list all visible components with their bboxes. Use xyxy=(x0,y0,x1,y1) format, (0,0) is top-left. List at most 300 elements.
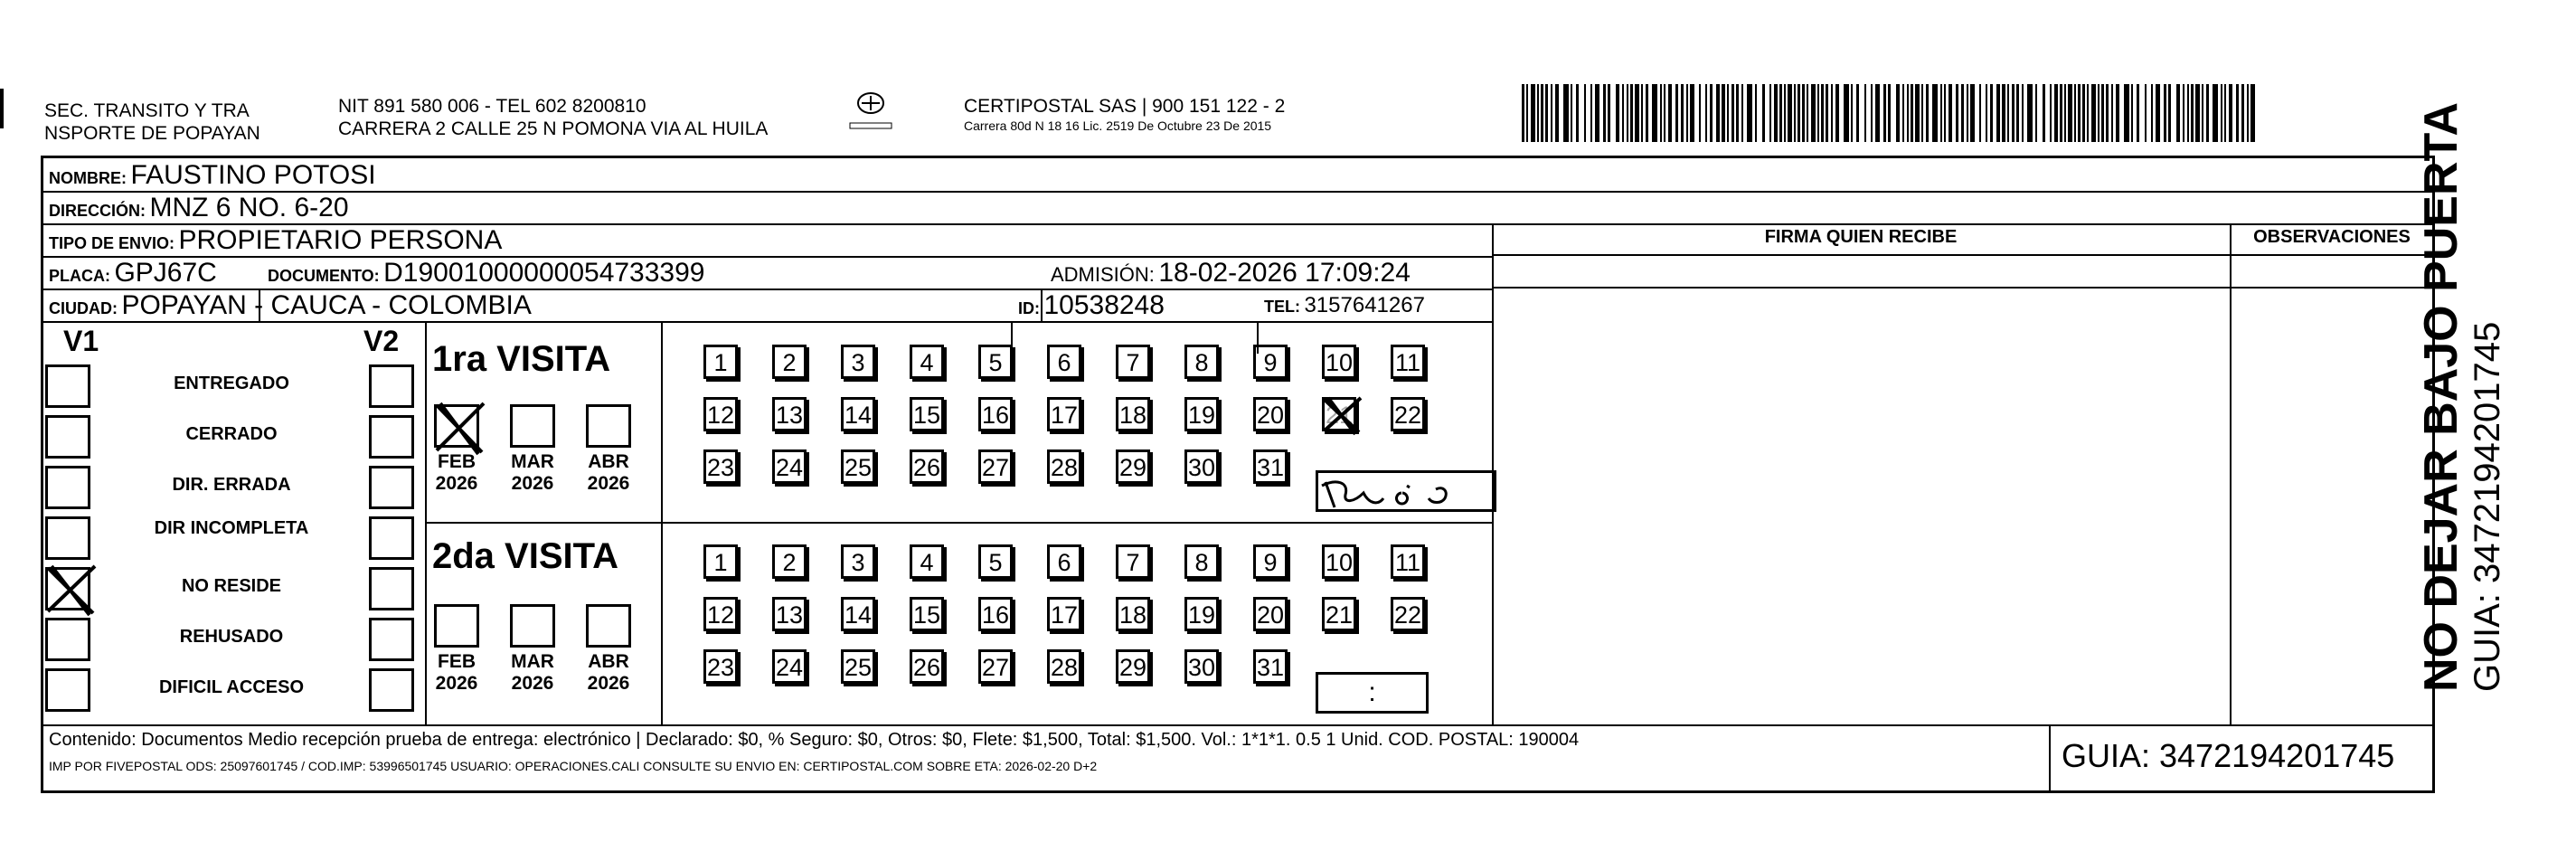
day-box[interactable]: 5 xyxy=(978,544,1013,579)
barcode-bar xyxy=(1722,84,1725,142)
tel-value: 3157641267 xyxy=(1304,293,1425,317)
barcode-bar xyxy=(2168,84,2171,142)
first-visit-time-box[interactable] xyxy=(1316,470,1496,512)
barcode-bar xyxy=(1826,84,1828,142)
barcode-bar xyxy=(1902,84,1904,142)
day-box[interactable]: 29 xyxy=(1116,449,1150,484)
barcode-bar xyxy=(1537,84,1539,142)
v1-checkbox[interactable] xyxy=(45,364,90,408)
barcode-bar xyxy=(1699,84,1701,142)
barcode-bar xyxy=(1563,84,1569,142)
tipo-value: PROPIETARIO PERSONA xyxy=(178,225,503,255)
day-box[interactable]: 22 xyxy=(1391,597,1425,631)
barcode-bar xyxy=(2091,84,2096,142)
barcode-bar xyxy=(1747,84,1752,142)
day-box[interactable]: 29 xyxy=(1116,649,1150,684)
placa-row xyxy=(49,258,217,293)
v2-checkbox[interactable] xyxy=(369,618,414,661)
barcode-bar xyxy=(1731,84,1734,142)
status-label: DIFICIL ACCESO xyxy=(158,677,304,697)
barcode-bar xyxy=(2101,84,2104,142)
day-box[interactable]: 4 xyxy=(910,544,944,579)
month-year: 2026 xyxy=(511,473,554,494)
month-checkbox[interactable] xyxy=(510,604,555,648)
day-box[interactable]: 4 xyxy=(910,345,944,379)
v1-checkbox[interactable] xyxy=(45,516,90,560)
barcode-bar xyxy=(2060,84,2062,142)
barcode-bar xyxy=(1616,84,1619,142)
day-box[interactable]: 1 xyxy=(703,544,738,579)
carrier-sub-line: Carrera 80d N 18 16 Lic. 2519 De Octubre 23 De 2015 xyxy=(964,118,1272,133)
barcode-bar xyxy=(2116,84,2119,142)
v1-checkbox[interactable] xyxy=(45,668,90,712)
day-box[interactable]: 28 xyxy=(1047,449,1081,484)
day-box[interactable]: 18 xyxy=(1116,597,1150,631)
day-number: 21 xyxy=(1325,402,1354,429)
barcode-bar xyxy=(2151,84,2153,142)
certipostal-logo xyxy=(848,87,893,137)
barcode-bar xyxy=(1522,84,1524,142)
x-check-mark-icon xyxy=(42,563,99,617)
month-checkbox[interactable] xyxy=(434,604,479,648)
barcode-bar xyxy=(1635,84,1639,142)
barcode-bar xyxy=(1727,84,1729,142)
address-line: CARRERA 2 CALLE 25 N POMONA VIA AL HUILA xyxy=(338,118,769,139)
ciudad-label: CIUDAD: xyxy=(49,299,118,317)
id-value: 10538248 xyxy=(1043,290,1165,320)
barcode-bar xyxy=(2131,84,2133,142)
row-divider xyxy=(1492,254,2432,256)
month-year: 2026 xyxy=(511,673,554,694)
barcode-bar xyxy=(1831,84,1833,142)
barcode-bar xyxy=(2068,84,2072,142)
ciudad-value: POPAYAN - CAUCA - COLOMBIA xyxy=(121,290,532,320)
form-frame xyxy=(41,156,2435,793)
documento-row xyxy=(268,258,704,293)
barcode-bar xyxy=(2050,84,2052,142)
status-label: NO RESIDE xyxy=(181,576,282,596)
documento-label: DOCUMENTO: xyxy=(268,267,380,285)
day-box[interactable] xyxy=(1322,397,1356,431)
barcode-bar xyxy=(2016,84,2019,142)
barcode-bar xyxy=(1779,84,1782,142)
day-box[interactable]: 1 xyxy=(703,345,738,379)
barcode-bar xyxy=(1811,84,1816,142)
barcode-bar xyxy=(1541,84,1543,142)
barcode-bar xyxy=(1883,84,1886,142)
barcode-bar xyxy=(2111,84,2113,142)
barcode-bar xyxy=(1944,84,1946,142)
barcode-bar xyxy=(1769,84,1771,142)
barcode-bar xyxy=(1736,84,1739,142)
barcode-bar xyxy=(1807,84,1808,142)
barcode-bar xyxy=(2124,84,2129,142)
barcode-bar xyxy=(1940,84,1942,142)
barcode-bar xyxy=(1668,84,1672,142)
barcode-bar xyxy=(1603,84,1606,142)
carrier-line: CERTIPOSTAL SAS | 900 151 122 - 2 xyxy=(964,96,1286,117)
barcode-bar xyxy=(1686,84,1688,142)
side-warning-block xyxy=(2416,102,2508,692)
barcode-bar xyxy=(2022,84,2024,142)
footer-divider xyxy=(43,724,2432,726)
barcode-bar xyxy=(2224,84,2226,142)
placa-label: PLACA: xyxy=(49,267,110,285)
tel-row xyxy=(1264,290,1425,324)
col-divider xyxy=(2049,724,2051,790)
side-guia: GUIA: 3472194201745 xyxy=(2467,321,2507,692)
month-label xyxy=(425,651,488,695)
barcode-bar xyxy=(1864,84,1866,142)
v1-checkbox[interactable] xyxy=(45,415,90,459)
barcode-bar xyxy=(1967,84,1968,142)
day-box[interactable]: 17 xyxy=(1047,397,1081,431)
barcode-bar xyxy=(1921,84,1923,142)
footer-line-1: Contenido: Documentos Medio recepción prueba de entrega: electrónico | Declarado: $0, % Seguro: $0, Otros: $0, Flete: $1,500, Total: $1,500. Vol.: 1*1*1. 0.5 1 Unid. COD. POSTAL: 190004 xyxy=(49,730,1580,750)
tipo-label: TIPO DE ENVIO: xyxy=(49,234,175,252)
barcode-bar xyxy=(2027,84,2033,142)
v2-checkbox[interactable] xyxy=(369,415,414,459)
day-box[interactable]: 30 xyxy=(1184,649,1219,684)
day-box[interactable]: 2 xyxy=(772,544,807,579)
day-box[interactable]: 26 xyxy=(910,449,944,484)
barcode-bar xyxy=(2098,84,2099,142)
v2-checkbox[interactable] xyxy=(369,516,414,560)
barcode-bar xyxy=(1798,84,1800,142)
day-box[interactable]: 12 xyxy=(703,397,738,431)
direccion-label: DIRECCIÓN: xyxy=(49,202,146,220)
barcode-bar xyxy=(2176,84,2180,142)
id-label: ID: xyxy=(1018,299,1040,317)
month-label xyxy=(577,651,640,695)
barcode-bar xyxy=(2007,84,2009,142)
barcode-bar xyxy=(1996,84,2000,142)
barcode-bar xyxy=(2156,84,2160,142)
barcode-bar xyxy=(1961,84,1964,142)
day-box[interactable]: 14 xyxy=(841,397,875,431)
barcode-bar xyxy=(1571,84,1572,142)
barcode-bar xyxy=(1990,84,1993,142)
second-visit-title: 2da VISITA xyxy=(432,536,618,576)
barcode-bar xyxy=(2012,84,2015,142)
barcode-bar xyxy=(1551,84,1552,142)
barcode-bar xyxy=(1741,84,1743,142)
v2-checkbox[interactable] xyxy=(369,668,414,712)
day-box[interactable]: 3 xyxy=(841,544,875,579)
barcode-bar xyxy=(1896,84,1900,142)
day-box[interactable]: 18 xyxy=(1116,397,1150,431)
row-divider xyxy=(43,191,2432,193)
month-name: MAR xyxy=(511,651,554,672)
day-box[interactable]: 23 xyxy=(703,449,738,484)
sender-line-2: NSPORTE DE POPAYAN xyxy=(44,123,260,144)
barcode-bar xyxy=(1835,84,1839,142)
barcode-bar xyxy=(1956,84,1958,142)
barcode-bar xyxy=(1774,84,1778,142)
barcode-bar xyxy=(2206,84,2209,142)
barcode-bar xyxy=(1660,84,1662,142)
barcode-bar xyxy=(2236,84,2239,142)
day-box[interactable]: 16 xyxy=(978,397,1013,431)
barcode-bar xyxy=(1627,84,1628,142)
barcode-bar xyxy=(2064,84,2066,142)
day-box[interactable]: 14 xyxy=(841,597,875,631)
day-box[interactable]: 8 xyxy=(1184,345,1219,379)
barcode-bar xyxy=(1871,84,1873,142)
barcode-bar xyxy=(1875,84,1880,142)
v1-checkbox[interactable] xyxy=(45,466,90,509)
barcode-bar xyxy=(2164,84,2166,142)
barcode-bar xyxy=(1915,84,1920,142)
v1-label: V1 xyxy=(63,325,99,357)
nombre-row xyxy=(49,160,376,195)
handwritten-time-scribble xyxy=(1318,473,1499,513)
barcode-bar xyxy=(1888,84,1891,142)
day-box[interactable]: 24 xyxy=(772,449,807,484)
month-name: ABR xyxy=(588,451,629,472)
barcode-bar xyxy=(1784,84,1786,142)
day-box[interactable]: 13 xyxy=(772,597,807,631)
v2-checkbox[interactable] xyxy=(369,364,414,408)
barcode-bar xyxy=(2082,84,2085,142)
month-label xyxy=(501,651,564,695)
barcode-bar xyxy=(2229,84,2232,142)
barcode-bar xyxy=(2183,84,2184,142)
barcode-bar xyxy=(1576,84,1579,142)
barcode-bar xyxy=(1622,84,1624,142)
row-divider xyxy=(425,522,1492,524)
barcode-bar xyxy=(1710,84,1713,142)
admision-value: 18-02-2026 17:09:24 xyxy=(1158,258,1411,288)
sender-line-1: SEC. TRANSITO Y TRA xyxy=(44,100,250,121)
status-label: DIR. ERRADA xyxy=(172,475,291,495)
v2-checkbox[interactable] xyxy=(369,466,414,509)
barcode-bar xyxy=(2213,84,2218,142)
day-box[interactable]: 11 xyxy=(1391,345,1425,379)
barcode-bar xyxy=(1584,84,1586,142)
footer-guia: GUIA: 3472194201745 xyxy=(2062,737,2395,774)
month-label xyxy=(425,451,488,495)
day-box[interactable]: 30 xyxy=(1184,449,1219,484)
day-box[interactable]: 16 xyxy=(978,597,1013,631)
day-box[interactable]: 13 xyxy=(772,397,807,431)
barcode-bar xyxy=(2145,84,2147,142)
barcode-bar xyxy=(1595,84,1599,142)
side-warning: NO DEJAR BAJO PUERTA xyxy=(2415,101,2467,692)
barcode-bar xyxy=(2221,84,2222,142)
second-visit-time-box[interactable]: : xyxy=(1316,672,1429,714)
day-box[interactable]: 11 xyxy=(1391,544,1425,579)
barcode-bar xyxy=(1555,84,1559,142)
day-box[interactable]: 24 xyxy=(772,649,807,684)
day-box[interactable]: 9 xyxy=(1253,345,1288,379)
day-box[interactable]: 17 xyxy=(1047,597,1081,631)
day-box[interactable]: 26 xyxy=(910,649,944,684)
month-name: FEB xyxy=(438,651,476,672)
barcode-bar xyxy=(1762,84,1765,142)
day-box[interactable]: 31 xyxy=(1253,449,1288,484)
day-box[interactable]: 20 xyxy=(1253,597,1288,631)
col-divider xyxy=(2230,223,2232,724)
day-box[interactable]: 5 xyxy=(978,345,1013,379)
barcode-bar xyxy=(2106,84,2109,142)
day-box[interactable]: 27 xyxy=(978,449,1013,484)
day-box[interactable]: 23 xyxy=(703,649,738,684)
barcode-bar xyxy=(1690,84,1694,142)
status-label: REHUSADO xyxy=(179,627,284,647)
barcode-bar xyxy=(1802,84,1805,142)
barcode-bar xyxy=(1646,84,1648,142)
tipo-row xyxy=(49,225,502,260)
barcode-bar xyxy=(2078,84,2081,142)
month-name: FEB xyxy=(438,451,476,472)
barcode-bar xyxy=(1630,84,1633,142)
day-box[interactable]: 21 xyxy=(1322,597,1356,631)
direccion-value: MNZ 6 NO. 6-20 xyxy=(149,193,349,222)
barcode-bar xyxy=(1652,84,1657,142)
sender-address-block xyxy=(338,95,768,140)
month-year: 2026 xyxy=(587,473,630,494)
status-label: DIR INCOMPLETA xyxy=(154,518,309,538)
day-box[interactable]: 22 xyxy=(1391,397,1425,431)
v1-checkbox[interactable] xyxy=(45,618,90,661)
v2-checkbox[interactable] xyxy=(369,567,414,610)
barcode-bar xyxy=(1794,84,1796,142)
barcode-bar xyxy=(2187,84,2189,142)
barcode-bar xyxy=(1844,84,1849,142)
barcode-bar xyxy=(2195,84,2200,142)
barcode-bar xyxy=(1545,84,1548,142)
barcode-bar xyxy=(1970,84,1975,142)
first-visit-title: 1ra VISITA xyxy=(432,339,611,379)
day-box[interactable]: 10 xyxy=(1322,544,1356,579)
barcode-bar xyxy=(2043,84,2045,142)
day-box[interactable]: 19 xyxy=(1184,597,1219,631)
day-box[interactable]: 15 xyxy=(910,397,944,431)
barcode-bar xyxy=(2202,84,2203,142)
barcode-bar xyxy=(1716,84,1720,142)
cut-mark xyxy=(0,89,4,128)
status-label: ENTREGADO xyxy=(174,374,289,393)
sender-block xyxy=(44,99,260,145)
barcode-bar xyxy=(2035,84,2037,142)
barcode-bar xyxy=(1949,84,1952,142)
day-box[interactable]: 3 xyxy=(841,345,875,379)
month-year: 2026 xyxy=(435,673,478,694)
barcode-bar xyxy=(1907,84,1909,142)
day-box[interactable]: 7 xyxy=(1116,345,1150,379)
month-checkbox[interactable] xyxy=(510,404,555,448)
barcode-bar xyxy=(1986,84,1987,142)
month-checkbox[interactable] xyxy=(434,404,479,448)
barcode-bar xyxy=(2002,84,2005,142)
barcode-bar xyxy=(2087,84,2089,142)
day-box[interactable]: 27 xyxy=(978,649,1013,684)
barcode-bar xyxy=(1926,84,1929,142)
admision-row xyxy=(1051,258,1411,293)
month-year: 2026 xyxy=(435,473,478,494)
barcode-bar xyxy=(1856,84,1859,142)
day-box[interactable]: 25 xyxy=(841,649,875,684)
day-box[interactable]: 19 xyxy=(1184,397,1219,431)
nit-line: NIT 891 580 006 - TEL 602 8200810 xyxy=(338,96,646,117)
tel-label: TEL: xyxy=(1264,298,1300,316)
nombre-label: NOMBRE: xyxy=(49,169,127,187)
barcode-bar xyxy=(1821,84,1824,142)
barcode-bar xyxy=(1608,84,1610,142)
ciudad-row xyxy=(49,290,532,326)
barcode-bar xyxy=(1932,84,1938,142)
day-box[interactable]: 31 xyxy=(1253,649,1288,684)
barcode-bar xyxy=(1817,84,1819,142)
barcode-bar xyxy=(1681,84,1684,142)
direccion-row xyxy=(49,193,349,228)
barcode-bar xyxy=(1979,84,1981,142)
status-label: CERRADO xyxy=(185,424,278,444)
barcode-bar xyxy=(1788,84,1792,142)
day-box[interactable]: 8 xyxy=(1184,544,1219,579)
day-box[interactable]: 28 xyxy=(1047,649,1081,684)
barcode-bar xyxy=(2054,84,2058,142)
carrier-block xyxy=(964,95,1285,134)
footer-line-2: IMP POR FIVEPOSTAL ODS: 25097601745 / COD.IMP: 53996501745 USUARIO: OPERACIONES.CALI CONSULTE SU ENVIO EN: CERTIPOSTAL.COM SOBRE ETA: 2026-02-20 D+2 xyxy=(49,759,1098,773)
documento-value: D19001000000054733399 xyxy=(383,258,705,288)
day-box[interactable]: 12 xyxy=(703,597,738,631)
barcode-bar xyxy=(2191,84,2194,142)
month-checkbox[interactable] xyxy=(586,404,631,448)
barcode-bar xyxy=(1705,84,1707,142)
month-name: ABR xyxy=(588,651,629,672)
barcode-bar xyxy=(1911,84,1913,142)
barcode-bar xyxy=(2074,84,2076,142)
day-box[interactable]: 25 xyxy=(841,449,875,484)
v1-checkbox[interactable] xyxy=(45,567,90,610)
admision-label: ADMISIÓN: xyxy=(1051,263,1155,286)
barcode-bar xyxy=(1641,84,1643,142)
month-label xyxy=(501,451,564,495)
day-box[interactable]: 9 xyxy=(1253,544,1288,579)
barcode-bar xyxy=(2247,84,2249,142)
day-box[interactable]: 2 xyxy=(772,345,807,379)
placa-value: GPJ67C xyxy=(114,258,217,288)
firma-label: FIRMA QUIEN RECIBE xyxy=(1764,227,1958,247)
day-box[interactable]: 10 xyxy=(1322,345,1356,379)
barcode-bar xyxy=(1675,84,1678,142)
v2-label: V2 xyxy=(363,325,400,357)
barcode-bar xyxy=(2241,84,2244,142)
month-label xyxy=(577,451,640,495)
month-year: 2026 xyxy=(587,673,630,694)
barcode-bar xyxy=(1755,84,1757,142)
day-box[interactable]: 7 xyxy=(1116,544,1150,579)
barcode-bar xyxy=(1590,84,1592,142)
day-box[interactable]: 6 xyxy=(1047,345,1081,379)
observaciones-label: OBSERVACIONES xyxy=(2253,227,2411,247)
barcode-bar xyxy=(2250,84,2255,142)
nombre-value: FAUSTINO POTOSI xyxy=(130,160,376,190)
row-divider xyxy=(1492,287,2432,289)
day-box[interactable]: 6 xyxy=(1047,544,1081,579)
id-row xyxy=(1018,290,1165,326)
day-box[interactable]: 20 xyxy=(1253,397,1288,431)
month-checkbox[interactable] xyxy=(586,604,631,648)
barcode-bar xyxy=(1664,84,1665,142)
barcode xyxy=(1522,84,2260,142)
barcode-bar xyxy=(1851,84,1853,142)
day-box[interactable]: 15 xyxy=(910,597,944,631)
month-name: MAR xyxy=(511,451,554,472)
barcode-bar xyxy=(1531,84,1535,142)
